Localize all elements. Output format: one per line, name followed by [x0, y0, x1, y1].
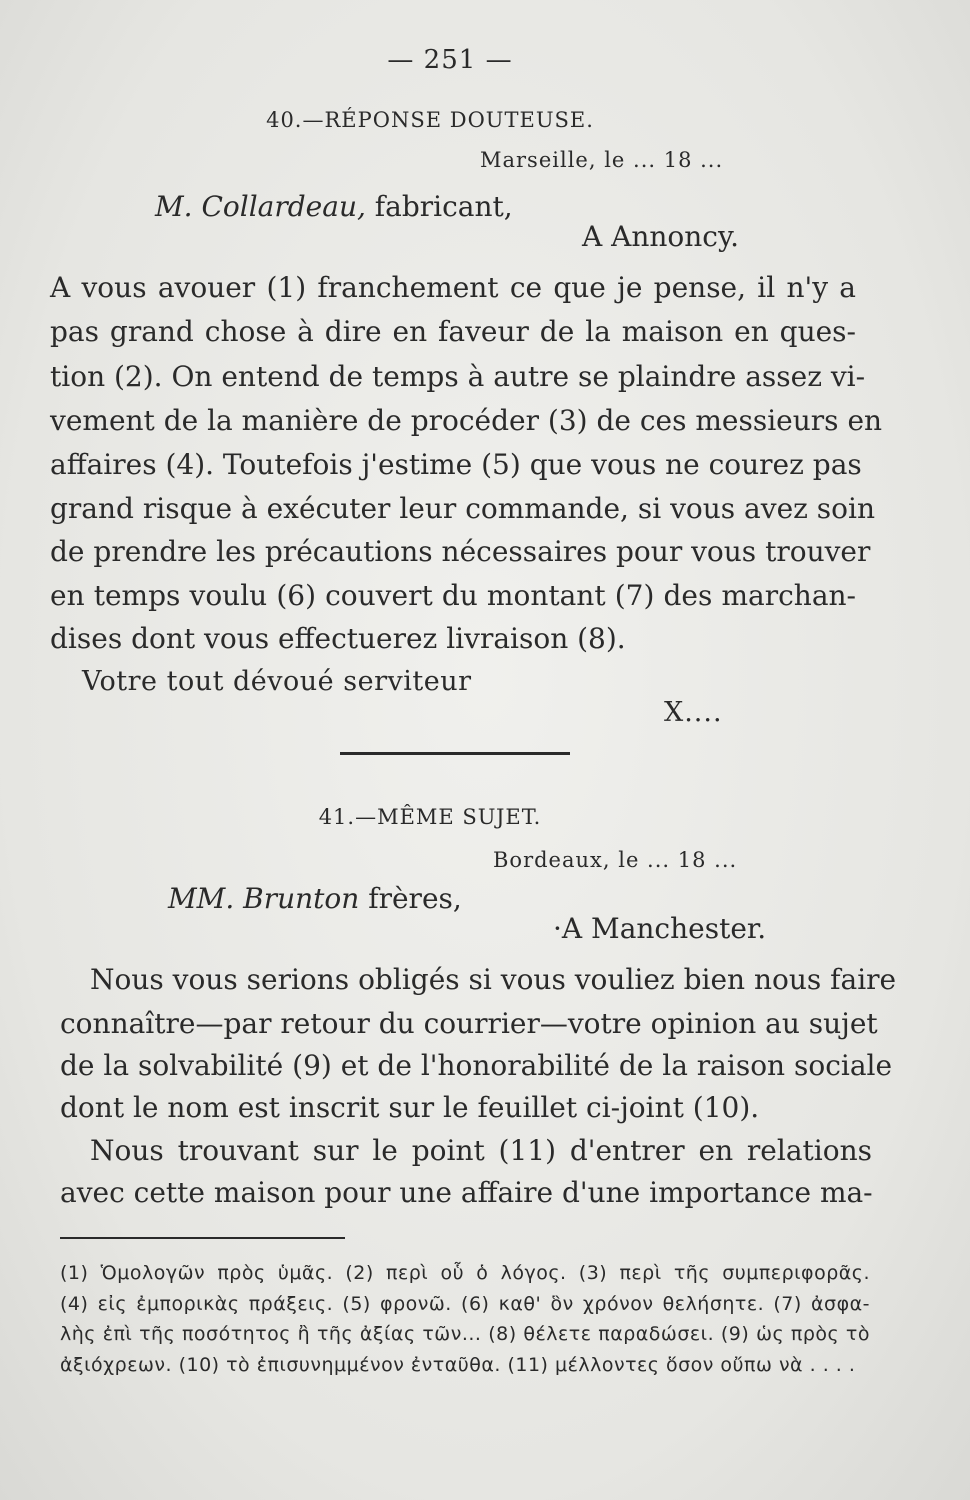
letter-41-destination: ·A Manchester. — [553, 912, 767, 945]
letter-41-body-line: de la solvabilité (9) et de l'honorabilité de la raison sociale — [60, 1049, 893, 1082]
letter-40-body-line: de prendre les précautions nécessaires pour vous trouver — [50, 535, 871, 568]
letter-40-body-line: en temps voulu (6) couvert du montant (7) des marchan- — [50, 579, 856, 612]
page-number: — 251 — — [387, 45, 513, 75]
letter-40-body-line: tion (2). On entend de temps à autre se plaindre assez vi- — [50, 360, 866, 393]
letter-41-heading: 41.—MÊME SUJET. — [318, 805, 542, 829]
letter-41-body-line: connaître—par retour du courrier—votre opinion au sujet — [60, 1007, 878, 1040]
letter-41-addressee-role: frères, — [368, 882, 462, 915]
letter-41-addressee-title: MM. — [168, 882, 235, 915]
footnote-rule — [60, 1237, 345, 1239]
footnote-line: ἀξιόχρεων. (10) τὸ ἐπισυνημμένον ἐνταῦθα. (11) μέλλοντες ὅσον οὔπω νὰ . . . . — [60, 1354, 856, 1376]
letter-41-addressee-name: Brunton — [243, 882, 360, 915]
letter-40-addressee-title: M. — [155, 190, 193, 223]
letter-40-heading: 40.—RÉPONSE DOUTEUSE. — [266, 108, 594, 132]
section-divider — [340, 752, 570, 755]
letter-40-body-line: affaires (4). Toutefois j'estime (5) que vous ne courez pas — [50, 448, 862, 481]
footnote-line: λὴς ἐπὶ τῆς ποσότητος ἢ τῆς ἀξίας τῶν... (8) θέλετε παραδώσει. (9) ὡς πρὸς τὸ — [60, 1323, 870, 1345]
letter-41-body-line: dont le nom est inscrit sur le feuillet ci-joint (10). — [60, 1091, 760, 1124]
footnote-line: (4) εἰς ἐμπορικὰς πράξεις. (5) φρονῶ. (6) καθ' ὃν χρόνον θελήσητε. (7) ἀσφα- — [60, 1293, 870, 1315]
letter-40-signature: X.... — [664, 697, 723, 728]
letter-40-closing: Votre tout dévoué serviteur — [82, 666, 472, 697]
letter-40-body-line: A vous avouer (1) franchement ce que je pense, il n'y a — [50, 271, 856, 304]
letter-41-body-line: Nous vous serions obligés si vous vouliez bien nous faire — [90, 963, 897, 996]
letter-40-body-line: dises dont vous effectuerez livraison (8). — [50, 622, 626, 655]
letter-40-addressee — [155, 190, 513, 223]
letter-41-place-date: Bordeaux, le ... 18 ... — [493, 848, 738, 872]
letter-41-body-line: Nous trouvant sur le point (11) d'entrer en relations — [90, 1134, 872, 1167]
letter-40-body-line: vement de la manière de procéder (3) de ces messieurs en — [50, 404, 883, 437]
footnote-line: (1) Ὁμολογῶν πρὸς ὑμᾶς. (2) περὶ οὗ ὁ λόγος. (3) περὶ τῆς συμπεριφορᾶς. — [60, 1262, 870, 1284]
letter-40-place-date: Marseille, le ... 18 ... — [480, 148, 724, 172]
letter-40-addressee-name: Collardeau, — [201, 190, 366, 223]
letter-40-body-line: pas grand chose à dire en faveur de la maison en ques- — [50, 315, 856, 348]
letter-41-body-line: avec cette maison pour une affaire d'une importance ma- — [60, 1176, 873, 1209]
letter-40-destination: A Annoncy. — [582, 220, 739, 253]
letter-40-body-line: grand risque à exécuter leur commande, si vous avez soin — [50, 492, 876, 525]
letter-41-addressee — [168, 882, 462, 915]
letter-40-addressee-role: fabricant, — [374, 190, 513, 223]
